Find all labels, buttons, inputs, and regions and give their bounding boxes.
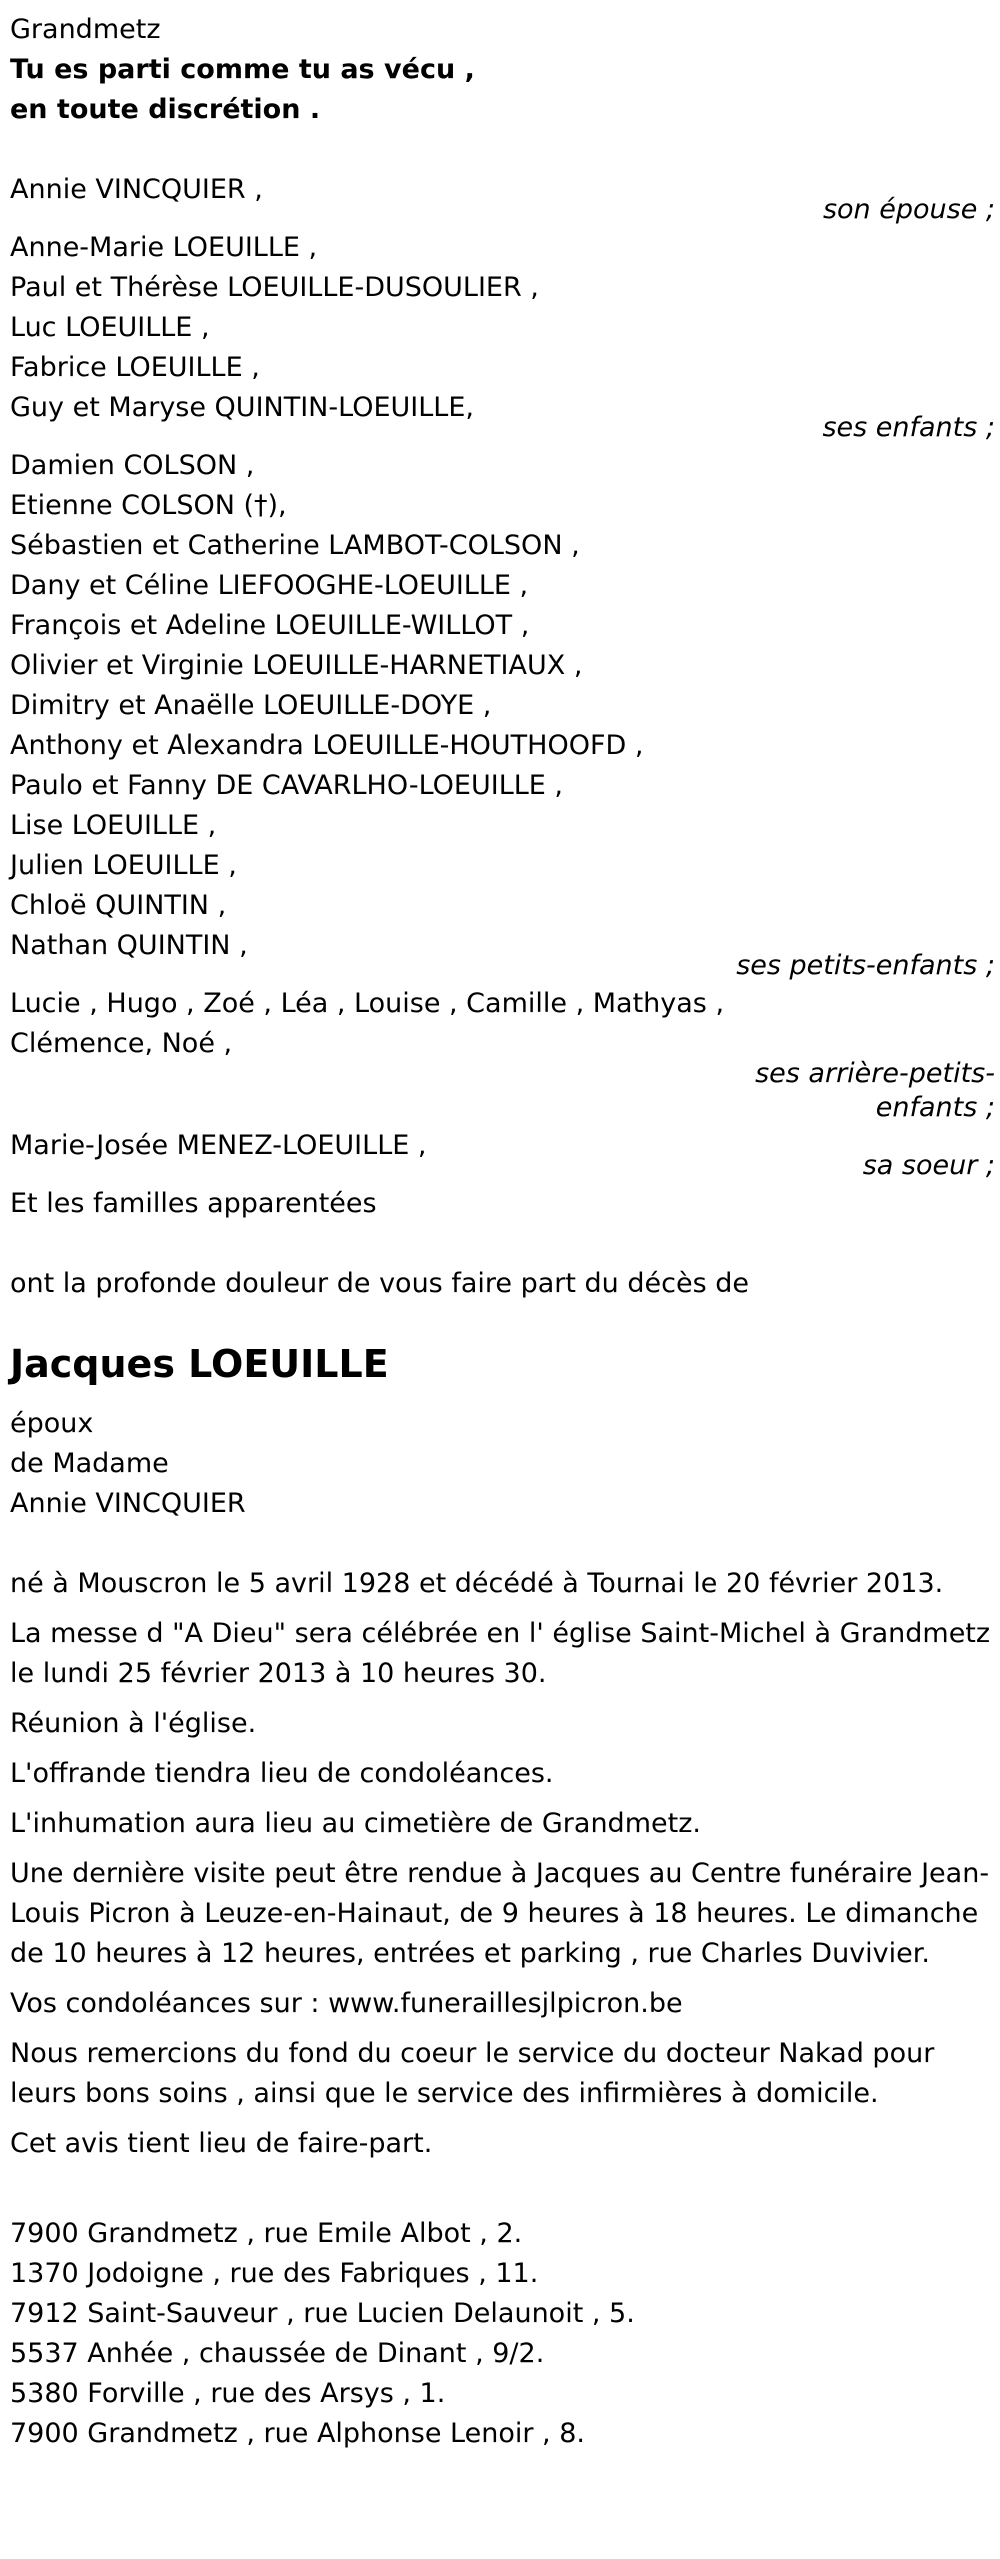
- address-line: 5537 Anhée , chaussée de Dinant , 9/2.: [10, 2338, 545, 2369]
- detail-paragraph: L'inhumation aura lieu au cimetière de Grandmetz.: [10, 1808, 701, 1839]
- grandchild-entry: Julien LOEUILLE ,: [10, 850, 237, 881]
- address-line: 7912 Saint-Sauveur , rue Lucien Delaunoit , 5.: [10, 2298, 635, 2329]
- address-line: 1370 Jodoigne , rue des Fabriques , 11.: [10, 2258, 539, 2289]
- grandchild-entry: Olivier et Virginie LOEUILLE-HARNETIAUX ,: [10, 650, 583, 681]
- grandchild-entry: Chloë QUINTIN ,: [10, 890, 227, 921]
- deceased-name: Jacques LOEUILLE: [10, 1342, 389, 1386]
- child-entry: Paul et Thérèse LOEUILLE-DUSOULIER ,: [10, 272, 539, 303]
- detail-paragraph: L'offrande tiendra lieu de condoléances.: [10, 1758, 554, 1789]
- grandchild-entry: François et Adeline LOEUILLE-WILLOT ,: [10, 610, 530, 641]
- detail-paragraph: Nous remercions du fond du coeur le service du docteur Nakad pour leurs bons soins , ainsi que le service des infirmières à domicile.: [10, 2038, 935, 2109]
- sister-name: Marie-Josée MENEZ-LOEUILLE ,: [10, 1130, 427, 1161]
- child-entry: Fabrice LOEUILLE ,: [10, 352, 260, 383]
- spouse-of-line-1: époux: [10, 1408, 94, 1439]
- sister-relation: sa soeur ;: [862, 1150, 995, 1181]
- great-grandchildren-relation-2: enfants ;: [875, 1092, 995, 1123]
- grandchild-entry: Nathan QUINTIN ,: [10, 930, 248, 961]
- poem-line-2: en toute discrétion .: [10, 94, 321, 125]
- spouse-name: Annie VINCQUIER ,: [10, 174, 263, 205]
- spouse-of-line-2: de Madame: [10, 1448, 169, 1479]
- child-entry: Luc LOEUILLE ,: [10, 312, 210, 343]
- great-grandchildren-line-2: Clémence, Noé ,: [10, 1028, 233, 1059]
- address-line: 7900 Grandmetz , rue Emile Albot , 2.: [10, 2218, 523, 2249]
- child-entry: Guy et Maryse QUINTIN-LOEUILLE,: [10, 392, 474, 423]
- great-grandchildren-relation-1: ses arrière-petits-: [755, 1058, 995, 1089]
- grandchild-entry: Damien COLSON ,: [10, 450, 255, 481]
- address-line: 7900 Grandmetz , rue Alphonse Lenoir , 8.: [10, 2418, 585, 2449]
- detail-paragraph-condolences: Vos condoléances sur : www.funeraillesjlpicron.be: [10, 1988, 683, 2019]
- address-line: 5380 Forville , rue des Arsys , 1.: [10, 2378, 446, 2409]
- detail-paragraph: Cet avis tient lieu de faire-part.: [10, 2128, 433, 2159]
- families-line: Et les familles apparentées: [10, 1188, 377, 1219]
- grandchild-entry: Paulo et Fanny DE CAVARLHO-LOEUILLE ,: [10, 770, 564, 801]
- place-name: Grandmetz: [10, 14, 161, 45]
- detail-paragraph: Réunion à l'église.: [10, 1708, 257, 1739]
- grandchild-entry: Dimitry et Anaëlle LOEUILLE-DOYE ,: [10, 690, 492, 721]
- grandchild-entry: Etienne COLSON (†),: [10, 490, 287, 521]
- grandchildren-relation: ses petits-enfants ;: [736, 950, 995, 981]
- children-relation: ses enfants ;: [822, 412, 995, 443]
- child-entry: Anne-Marie LOEUILLE ,: [10, 232, 318, 263]
- grandchild-entry: Anthony et Alexandra LOEUILLE-HOUTHOOFD ,: [10, 730, 644, 761]
- spouse-relation: son épouse ;: [822, 194, 995, 225]
- poem-line-1: Tu es parti comme tu as vécu ,: [10, 54, 475, 85]
- detail-paragraph: La messe d "A Dieu" sera célébrée en l' église Saint-Michel à Grandmetz le lundi 25 février 2013 à 10 heures 30.: [10, 1618, 991, 1689]
- detail-paragraph: né à Mouscron le 5 avril 1928 et décédé à Tournai le 20 février 2013.: [10, 1568, 944, 1599]
- announcement-intro: ont la profonde douleur de vous faire part du décès de: [10, 1268, 749, 1299]
- detail-paragraph: Une dernière visite peut être rendue à Jacques au Centre funéraire Jean-Louis Picron à Leuze-en-Hainaut, de 9 heures à 18 heures. Le dimanche de 10 heures à 12 heures, entrées et parking , rue Charles Duvivier.: [10, 1858, 990, 1969]
- grandchild-entry: Dany et Céline LIEFOOGHE-LOEUILLE ,: [10, 570, 529, 601]
- grandchild-entry: Lise LOEUILLE ,: [10, 810, 217, 841]
- grandchild-entry: Sébastien et Catherine LAMBOT-COLSON ,: [10, 530, 580, 561]
- great-grandchildren-line-1: Lucie , Hugo , Zoé , Léa , Louise , Camille , Mathyas ,: [10, 988, 725, 1019]
- spouse-of-line-3: Annie VINCQUIER: [10, 1488, 246, 1519]
